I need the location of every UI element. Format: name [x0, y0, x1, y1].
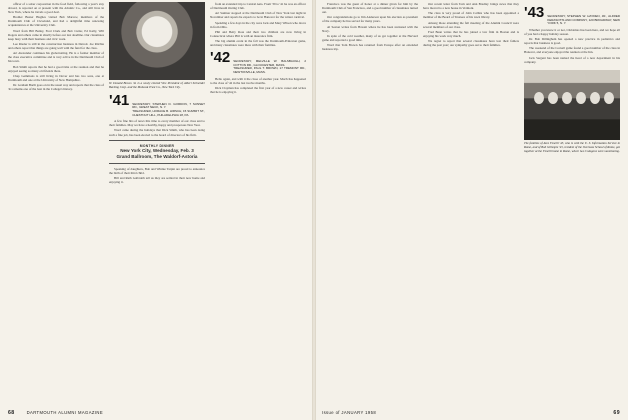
column-paragraph: Francisco was the guest of honor at a dinner given for him by the Dartmouth Club of San Francisco, and a good number of classmates turned out. [322, 2, 418, 15]
column-paragraph: Among those attending the fall meeting of the Alumni Council were several members of our class. [423, 20, 519, 29]
photo-caption: W. Donald Brown '41 is a newly elected Vice President of Albert Schneider Barking Corp. and the Mohawk Trust Co., New York City. [109, 81, 205, 89]
column-paragraph: Fred Bean writes that he has joined a law firm in Boston and is enjoying his work very much. [423, 29, 519, 38]
right-column-1 [322, 2, 418, 398]
column-paragraph: Word that Tom Brown has returned from Europe after an extended business trip. [322, 43, 418, 52]
column-paragraph: Al Seaton writes from Hawaii where he has been stationed with the Navy. [322, 24, 418, 33]
right-page [316, 0, 628, 420]
class-year: '43 [524, 4, 545, 21]
column-paragraph: Our congratulations go to Jim Anderson upon his election as president of the company he has served for many years. [322, 15, 418, 24]
column-paragraph: Lee Rieder is still in the construction business in Detroit. Joe Ritchie and others report that things are going well with the fund for the class. [8, 41, 104, 51]
dinner-notice-box [109, 140, 205, 164]
group-photo [524, 70, 620, 140]
column-paragraph: Whether you know it or not, Christmas has been here, and we hope all of you had a happy holiday season. [524, 27, 620, 36]
issue-date: Issue of JANUARY 1958 [322, 410, 377, 415]
class-secretary: SECRETARY, MELVILLE W. BALSBAUGH, 2 COTTON RD., GLOUCESTER, MASS. [233, 59, 306, 67]
photo-caption: The families of Alex Fenelli '43, who is with the U. S. Information Service in Rome, and of Bob Gillespie '45, resident of the Overseas School of Rome, got together at the Fenelli home in Rome, where two Culagons were vacationing. [524, 140, 620, 153]
column-paragraph: Word came during the holidays that Dick Smith, who has been doing such a fine job, has been elected to the board of directors of his firm. [109, 128, 205, 137]
left-page [0, 0, 312, 420]
column-paragraph: The big alumni event in the fall was the Dartmouth-Princeton game, and many classmates were there with their families. [210, 39, 306, 48]
left-folio [8, 410, 304, 416]
left-column-2 [109, 2, 205, 398]
column-paragraph: Brother Buster Hughes visited Bob Marrow, members of the Dartmouth Club of Cleveland, and had a delightful time renewing acquaintances at the University Club. [8, 15, 104, 28]
column-paragraph: Our recent letter from Tom and Ann Bradley brings news that they have moved to a new house in Vermont. [423, 2, 519, 11]
column-paragraph: Bob Smith reports that he had a good time at the reunion and that he enjoyed seeing so many old friends there. [8, 64, 104, 73]
column-paragraph: We regret to report that several classmates have lost their fathers during the past year; our sympathy goes out to their families. [423, 39, 519, 48]
column-paragraph: Speaking of daughters, Bob and Winnie Tarpin are proud to announce the birth of their third child. [109, 166, 205, 175]
class-secretary: SECRETARY, STEPHEN D. GORDON, 7 SUNSET RD., GREAT NECK, N. Y. [132, 101, 205, 110]
column-paragraph: Bill and Ruth Galbraith tell us they are settled in their new home and enjoying it. [109, 175, 205, 184]
portrait-photo [109, 2, 205, 80]
column-paragraph: Art Alexander continues his globetrotting. He is a former member of the class executive committee and is very active in the Dartmouth Club of his town. [8, 51, 104, 64]
class-heading [109, 93, 205, 117]
notice-date: New York City, Wednesday, Feb. 3 [120, 147, 194, 153]
page-number: 68 [8, 410, 15, 416]
column-paragraph: Dr. Bob Dillingham has opened a new practice in pediatrics and reports that business is good. [524, 37, 620, 46]
column-paragraph: Dick Clayman has completed the first year of a new career and writes that he is enjoying it. [210, 85, 306, 94]
right-column-3 [524, 2, 620, 398]
magazine-title: DARTMOUTH ALUMNI MAGAZINE [26, 410, 104, 415]
column-paragraph: The class is very proud of John Collins who has been appointed a member of the Board of Trustees of his town library. [423, 11, 519, 20]
column-paragraph: Jack Sargent has been named the head of a new department in his company. [524, 55, 620, 64]
left-column-3 [210, 2, 306, 398]
class-treasurer: TREASURER, HORACE B. HIRSCH, 15 SUMMIT ST., CHESTNUT HILL, PHILADELPHIA 18, PA. [132, 109, 205, 117]
column-paragraph: The weekend of the Cornell game found a good number of the class in Hanover, and everyone enjoyed the reunion at the Inn. [524, 46, 620, 55]
right-column-2 [423, 2, 519, 398]
class-secretary: SECRETARY, STEPHEN W. HAYDEN, JR., ALFRED KERASOTIS AND COMPANY, 120 BROADWAY, NEW YORK 5, N. Y. [547, 14, 620, 26]
left-column-1 [8, 2, 104, 398]
class-treasurer: TREASURER, PAUL T. BROWN, 17 TREMONT RD., NEWTONVILLE, MASS. [233, 66, 306, 74]
column-paragraph: Spending a few days in the city were Jack and Mary Wilson who drove in from Ohio. [210, 20, 306, 29]
right-folio [322, 410, 620, 416]
class-heading [210, 50, 306, 74]
column-paragraph: Word from Bill Bailey, Fred Clark and Bob Cutler, Ed Kelly, Will Rogers and others came in shortly before our last deadline. Our classmates keep busy with their business and civic work. [8, 28, 104, 41]
class-year: '42 [210, 49, 231, 67]
column-paragraph: Phil and Betty Ross and their two children are now living in Connecticut where Phil is with an insurance firm. [210, 29, 306, 38]
page-number: 69 [613, 410, 620, 416]
notice-venue: Grand Ballroom, The Waldorf-Astoria [116, 153, 198, 159]
notice-title: MONTHLY DINNER [139, 143, 175, 148]
column-paragraph: In spite of the cold weather, many of us got together at the Harvard game and reported a good time. [322, 33, 418, 42]
column-paragraph: Dr. Graham Barth goes on in the usual way and reports that the class of '41 remains one of the best in the College's history. [8, 83, 104, 92]
class-year: '41 [109, 91, 130, 109]
column-paragraph: Art Sumner stopped at the Dartmouth Club of New York last night in November and reports he expects to be in Hanover for the winter carnival. [210, 11, 306, 20]
column-paragraph: Hello again, and with it the close of another year. Much has happened to the class of '42 in the last twelve months. [210, 76, 306, 85]
class-heading [524, 5, 620, 26]
column-paragraph: A few fine bits of news this time to every member of our class and to their families. May we have a healthy, happy and prosperous New Year. [109, 119, 205, 128]
column-paragraph: Chap Gammons is still living in Dover and has two sons, one at Dartmouth and one at the University of New Hampshire. [8, 73, 104, 82]
column-paragraph: from an extended trip to Central Asia. From '39 to '41 he was an officer of Dartmouth Outing Club. [210, 2, 306, 11]
column-paragraph: officer of a sober corporation in the food field, following a year's stay abroad, is reported on at present with the Atlantic Co., and still lives in New York, where he travels a good deal. [8, 2, 104, 15]
